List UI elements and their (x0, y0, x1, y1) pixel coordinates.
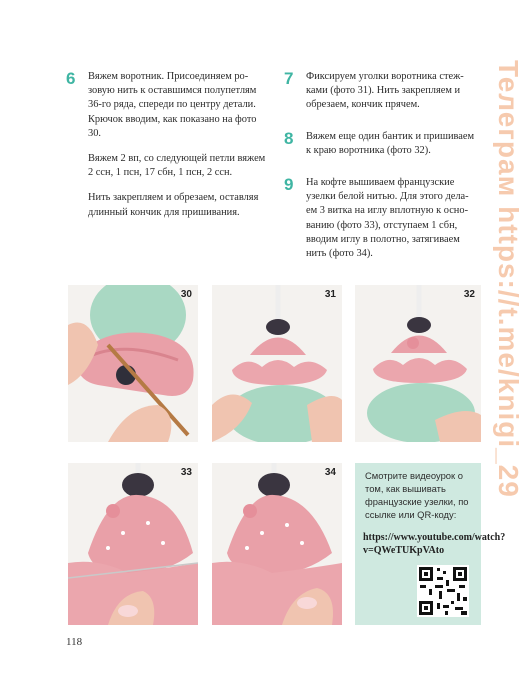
step-paragraph: Нить закрепляем и обрезаем, оставляя длинный кончик для пришивания. (88, 192, 259, 218)
page-number: 118 (66, 636, 83, 648)
photo-label: 33 (180, 467, 192, 478)
photo-label: 31 (324, 289, 336, 300)
step-number: 8 (284, 129, 294, 148)
photo-33 (68, 463, 198, 625)
photo-label: 34 (324, 467, 336, 478)
photo-30 (68, 285, 198, 442)
photo-31 (212, 285, 342, 442)
step-number: 7 (284, 69, 294, 88)
step-8 (284, 130, 476, 169)
video-info-box (355, 463, 506, 625)
step-9 (284, 176, 476, 272)
step-paragraph: На кофте вышиваем французские узелки белой нитью. Для этого делаем 3 витка на иглу вплотную к основанию (фото 33), отступаем 1 сбн, вводим иглу в полотно, затягиваем нить (фото 34). (306, 177, 469, 260)
video-description: Смотрите видеоурок о том, как вышивать французские узелки, по ссылке или QR-коду: (365, 470, 469, 520)
photo-34 (212, 463, 342, 625)
photo-32 (355, 285, 481, 442)
step-paragraph: Вяжем воротник. Присоединяем розовую нить к оставшимся полупетлям 36-го ряда, спереди по центру детали. Крючок вводим, как показано на фото 30. (88, 71, 257, 139)
step-paragraph: Вяжем 2 вп, со следующей петли вяжем 2 ссн, 1 псн, 17 сбн, 1 псн, 2 ссн. (88, 153, 266, 179)
step-number: 6 (66, 69, 76, 88)
step-paragraph: Фиксируем уголки воротника стежками (фото 31). Нить закрепляем и обрезаем, кончик прячем. (306, 71, 464, 111)
step-6 (66, 70, 271, 231)
qr-code[interactable] (417, 565, 469, 617)
video-link[interactable]: https://www.youtube.com/watch?v=QWeTUKpVAto (363, 532, 506, 556)
step-paragraph: Вяжем еще один бантик и пришиваем к краю воротника (фото 32). (306, 131, 475, 157)
step-7 (284, 70, 476, 124)
photo-label: 32 (463, 289, 475, 300)
watermark: Телеграм https://t.me/knigi_29 (493, 60, 524, 498)
step-number: 9 (284, 175, 294, 194)
photo-label: 30 (180, 289, 192, 300)
